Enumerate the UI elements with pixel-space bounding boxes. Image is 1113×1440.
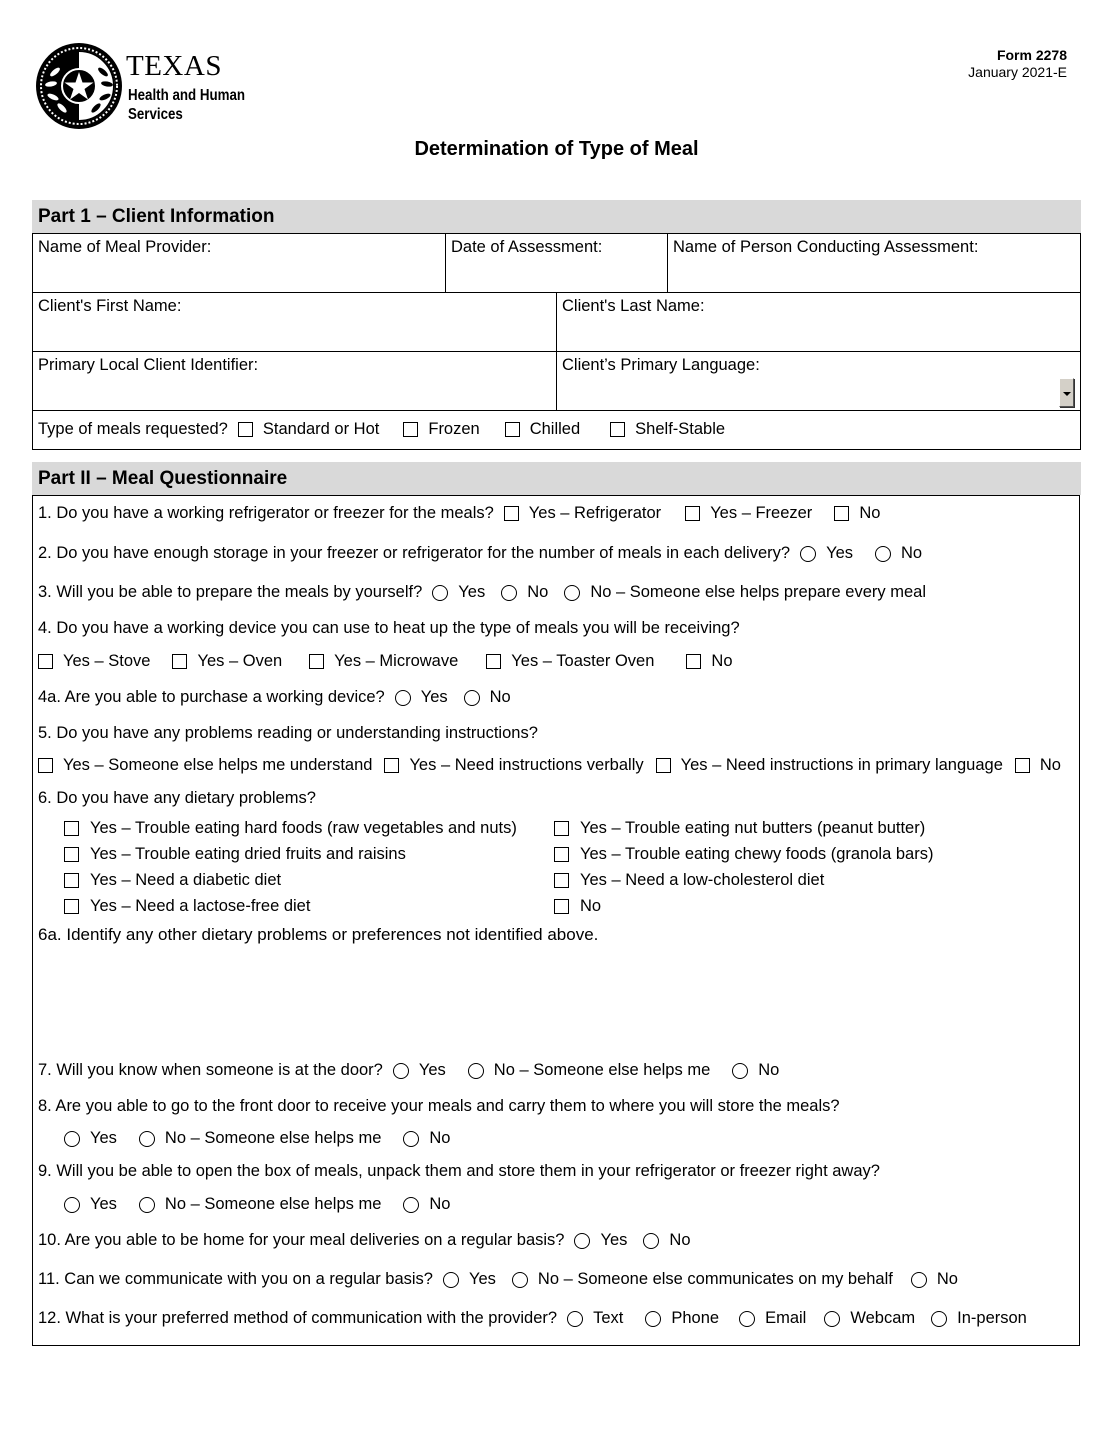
question-3: 3. Will you be able to prepare the meals by yourself? Yes No No – Someone else helps prepare every meal [38, 583, 927, 601]
q10-option-no[interactable]: No [643, 1231, 690, 1250]
checkbox[interactable] [504, 506, 519, 521]
checkbox[interactable] [38, 654, 53, 669]
q4a-option-yes[interactable]: Yes [395, 688, 448, 707]
q8-option-no[interactable]: No [403, 1129, 450, 1148]
assessment-date-label: Date of Assessment: [451, 238, 603, 256]
radio[interactable] [395, 690, 411, 706]
radio[interactable] [501, 585, 517, 601]
primary-language-label: Client’s Primary Language: [562, 356, 760, 374]
question-2: 2. Do you have enough storage in your freezer or refrigerator for the number of meals in each delivery? Yes No [38, 544, 923, 562]
q5-option-someone-helps[interactable]: Yes – Someone else helps me understand [38, 756, 372, 775]
radio[interactable] [432, 585, 448, 601]
q2-option-no[interactable]: No [875, 544, 922, 563]
q5-option-verbally[interactable]: Yes – Need instructions verbally [384, 756, 643, 775]
q7-option-no[interactable]: No [732, 1061, 779, 1080]
radio[interactable] [403, 1131, 419, 1147]
checkbox[interactable] [64, 821, 79, 836]
checkbox[interactable] [610, 422, 625, 437]
q9-option-someone-helps[interactable]: No – Someone else helps me [139, 1195, 381, 1214]
radio[interactable] [512, 1272, 528, 1288]
checkbox[interactable] [384, 758, 399, 773]
checkbox[interactable] [309, 654, 324, 669]
question-8-options [64, 1129, 450, 1148]
q6-option-no[interactable]: No [554, 897, 601, 916]
radio[interactable] [643, 1233, 659, 1249]
page-title: Determination of Type of Meal [414, 138, 699, 160]
checkbox[interactable] [656, 758, 671, 773]
checkbox[interactable] [64, 899, 79, 914]
q1-option-no[interactable]: No [834, 504, 880, 523]
question-5-options [38, 756, 1061, 775]
last-name-label: Client's Last Name: [562, 297, 705, 315]
q6-option-nut-butters[interactable]: Yes – Trouble eating nut butters (peanut butter) [554, 819, 925, 838]
checkbox[interactable] [554, 899, 569, 914]
q1-option-refrigerator[interactable]: Yes – Refrigerator [504, 504, 661, 523]
q2-option-yes[interactable]: Yes [800, 544, 853, 563]
assessment-date-field[interactable] [445, 233, 668, 293]
last-name-field[interactable] [556, 292, 1081, 352]
q11-option-someone-communicates[interactable]: No – Someone else communicates on my behalf [512, 1270, 893, 1289]
q3-option-no[interactable]: No [501, 583, 548, 602]
checkbox[interactable] [834, 506, 849, 521]
form-identifier [968, 47, 1067, 81]
logo-texas-text: TEXAS [126, 50, 222, 82]
q4-option-microwave[interactable]: Yes – Microwave [309, 652, 458, 671]
radio[interactable] [139, 1131, 155, 1147]
q1-option-freezer[interactable]: Yes – Freezer [685, 504, 812, 523]
part1-heading: Part 1 – Client Information [32, 200, 1081, 233]
checkbox[interactable] [554, 847, 569, 862]
checkbox[interactable] [403, 422, 418, 437]
radio[interactable] [464, 690, 480, 706]
question-4a: 4a. Are you able to purchase a working device? Yes No [38, 688, 511, 706]
q4a-option-no[interactable]: No [464, 688, 511, 707]
q4-option-toaster-oven[interactable]: Yes – Toaster Oven [486, 652, 654, 671]
q12-option-email[interactable]: Email [739, 1309, 806, 1328]
texas-seal-icon [35, 42, 123, 130]
question-8: 8. Are you able to go to the front door to receive your meals and carry them to where you will store the meals? [38, 1097, 840, 1115]
radio[interactable] [824, 1311, 840, 1327]
radio[interactable] [732, 1063, 748, 1079]
local-id-field[interactable] [32, 351, 557, 411]
assessor-name-field[interactable] [667, 233, 1081, 293]
dropdown-arrow-icon[interactable] [1059, 378, 1074, 407]
radio[interactable] [443, 1272, 459, 1288]
checkbox[interactable] [64, 873, 79, 888]
question-12: 12. What is your preferred method of communication with the provider? Text Phone Email Webcam In-person [38, 1309, 1027, 1327]
radio[interactable] [64, 1131, 80, 1147]
first-name-label: Client's First Name: [38, 297, 182, 315]
q12-option-text[interactable]: Text [567, 1309, 623, 1328]
checkbox[interactable] [238, 422, 253, 437]
question-4: 4. Do you have a working device you can use to heat up the type of meals you will be receiving? [38, 619, 740, 637]
q12-option-webcam[interactable]: Webcam [824, 1309, 915, 1328]
question-10: 10. Are you able to be home for your meal deliveries on a regular basis? Yes No [38, 1231, 691, 1249]
radio[interactable] [139, 1197, 155, 1213]
q5-option-no[interactable]: No [1015, 756, 1061, 775]
radio[interactable] [393, 1063, 409, 1079]
form-date: January 2021-E [968, 64, 1067, 80]
q7-option-someone-helps[interactable]: No – Someone else helps me [468, 1061, 710, 1080]
question-1: 1. Do you have a working refrigerator or freezer for the meals? Yes – Refrigerator Yes – Freezer No [38, 504, 881, 522]
checkbox[interactable] [505, 422, 520, 437]
q8-option-someone-helps[interactable]: No – Someone else helps me [139, 1129, 381, 1148]
q6-option-diabetic[interactable]: Yes – Need a diabetic diet [64, 871, 281, 890]
radio[interactable] [403, 1197, 419, 1213]
q12-option-in-person[interactable]: In-person [931, 1309, 1027, 1328]
q6-option-chewy-foods[interactable]: Yes – Trouble eating chewy foods (granola bars) [554, 845, 933, 864]
q9-option-no[interactable]: No [403, 1195, 450, 1214]
q10-option-yes[interactable]: Yes [574, 1231, 627, 1250]
q4-option-no[interactable]: No [686, 652, 732, 671]
checkbox[interactable] [1015, 758, 1030, 773]
primary-language-select[interactable] [556, 351, 1081, 411]
radio[interactable] [468, 1063, 484, 1079]
q6a-text-area[interactable] [38, 950, 1074, 1050]
q6-option-lactose-free[interactable]: Yes – Need a lactose-free diet [64, 897, 310, 916]
q5-option-primary-language[interactable]: Yes – Need instructions in primary language [656, 756, 1003, 775]
radio[interactable] [931, 1311, 947, 1327]
q9-option-yes[interactable]: Yes [64, 1195, 117, 1214]
q4-option-oven[interactable]: Yes – Oven [172, 652, 282, 671]
radio[interactable] [800, 546, 816, 562]
radio[interactable] [564, 585, 580, 601]
question-9-options [64, 1195, 450, 1214]
q6-option-dried-fruits[interactable]: Yes – Trouble eating dried fruits and raisins [64, 845, 406, 864]
checkbox[interactable] [554, 821, 569, 836]
meal-type-frozen-option[interactable]: Frozen [403, 420, 479, 439]
q4-option-stove[interactable]: Yes – Stove [38, 652, 150, 671]
meal-provider-label: Name of Meal Provider: [38, 238, 212, 256]
radio[interactable] [64, 1197, 80, 1213]
question-6: 6. Do you have any dietary problems? [38, 789, 316, 807]
checkbox[interactable] [172, 654, 187, 669]
radio[interactable] [645, 1311, 661, 1327]
meal-provider-field[interactable] [32, 233, 446, 293]
hhs-logo [35, 42, 275, 130]
q6-option-low-cholesterol[interactable]: Yes – Need a low-cholesterol diet [554, 871, 824, 890]
q3-option-no-someone-helps[interactable]: No – Someone else helps prepare every meal [564, 583, 926, 602]
question-4-options [38, 652, 733, 671]
part2-heading: Part II – Meal Questionnaire [32, 462, 1081, 495]
q12-option-phone[interactable]: Phone [645, 1309, 719, 1328]
checkbox[interactable] [486, 654, 501, 669]
q6-option-hard-foods[interactable]: Yes – Trouble eating hard foods (raw vegetables and nuts) [64, 819, 517, 838]
meal-type-shelf-stable-option[interactable]: Shelf-Stable [610, 420, 725, 439]
assessor-name-label: Name of Person Conducting Assessment: [673, 238, 979, 256]
radio[interactable] [875, 546, 891, 562]
radio[interactable] [567, 1311, 583, 1327]
meal-types-row [32, 410, 1081, 450]
q11-option-yes[interactable]: Yes [443, 1270, 496, 1289]
question-6a: 6a. Identify any other dietary problems or preferences not identified above. [38, 925, 599, 944]
question-5: 5. Do you have any problems reading or understanding instructions? [38, 724, 538, 742]
checkbox[interactable] [685, 506, 700, 521]
q3-option-yes[interactable]: Yes [432, 583, 485, 602]
checkbox[interactable] [554, 873, 569, 888]
checkbox[interactable] [686, 654, 701, 669]
q11-option-no[interactable]: No [911, 1270, 958, 1289]
meal-type-chilled-option[interactable]: Chilled [505, 420, 580, 439]
q8-option-yes[interactable]: Yes [64, 1129, 117, 1148]
radio[interactable] [739, 1311, 755, 1327]
meal-types-label: Type of meals requested? [38, 420, 228, 438]
checkbox[interactable] [38, 758, 53, 773]
first-name-field[interactable] [32, 292, 557, 352]
radio[interactable] [574, 1233, 590, 1249]
meal-type-standard-option[interactable]: Standard or Hot [238, 420, 379, 439]
question-7: 7. Will you know when someone is at the door? Yes No – Someone else helps me No [38, 1061, 780, 1079]
radio[interactable] [911, 1272, 927, 1288]
logo-agency-subtitle: Health and Human Services [128, 87, 246, 123]
checkbox[interactable] [64, 847, 79, 862]
question-9: 9. Will you be able to open the box of meals, unpack them and store them in your refrigerator or freezer right away? [38, 1162, 880, 1180]
question-11: 11. Can we communicate with you on a regular basis? Yes No – Someone else communicates on my behalf No [38, 1270, 958, 1288]
form-number: Form 2278 [996, 47, 1067, 63]
local-id-label: Primary Local Client Identifier: [38, 356, 259, 374]
q7-option-yes[interactable]: Yes [393, 1061, 446, 1080]
